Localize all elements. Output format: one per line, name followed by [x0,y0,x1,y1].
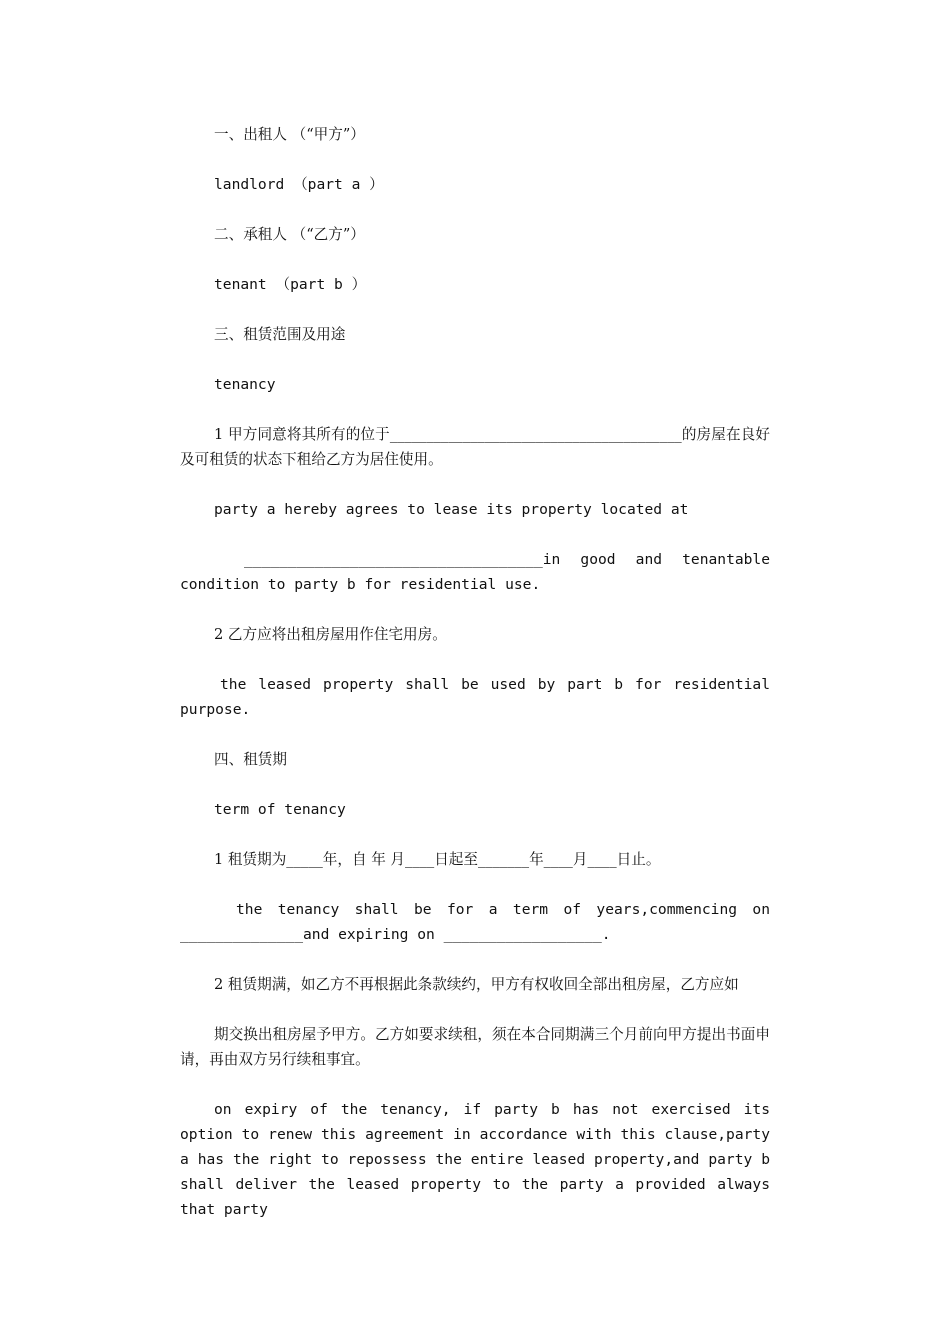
section-3-heading: 三、租赁范围及用途 [214,326,346,343]
document-page [180,122,770,1247]
clause-3-2-english: the leased property shall be used by part b for residential purpose. [180,676,770,718]
clause-4-2-chinese-line1: 2 租赁期满，如乙方不再根据此条款续约，甲方有权收回全部出租房屋，乙方应如 [214,976,739,993]
section-1-heading: 一、出租人 （“甲方”） [214,126,365,143]
section-2-heading: 二、承租人 （“乙方”） [214,226,365,243]
clause-4-2-chinese-line2: 期交换出租房屋予甲方。乙方如要求续租，须在本合同期满三个月前向甲方提出书面申请，再由双方另行续租事宜。 [180,1026,770,1068]
clause-3-2-chinese: 2 乙方应将出租房屋用作住宅用房。 [214,626,447,643]
clause-4-1-chinese: 1 租赁期为_____年，自 年 月____日起至_______年____月____日止。 [214,851,661,868]
clause-4-1-english: the tenancy shall be for a term of years,commencing on ______________and expiring on __________________. [180,901,770,943]
section-2-english: tenant （part b ） [214,276,367,293]
section-4-english: term of tenancy [214,801,346,818]
clause-3-1-english-line2: __________________________________in good and tenantable condition to party b for residential use. [180,551,770,593]
section-1-english: landlord （part a ） [214,176,384,193]
section-3-english: tenancy [214,376,276,393]
clause-3-1-chinese: 1 甲方同意将其所有的位于________________________________________的房屋在良好及可租赁的状态下租给乙方为居住使用。 [180,426,770,468]
clause-4-2-english: on expiry of the tenancy, if party b has not exercised its option to renew this agreement in accordance with this clause,party a has the right to repossess the entire leased property,and party b shall deliver the leased property to the party a provided always that party [180,1101,770,1218]
section-4-heading: 四、租赁期 [214,751,287,768]
clause-3-1-english-line1: party a hereby agrees to lease its property located at [214,501,689,518]
